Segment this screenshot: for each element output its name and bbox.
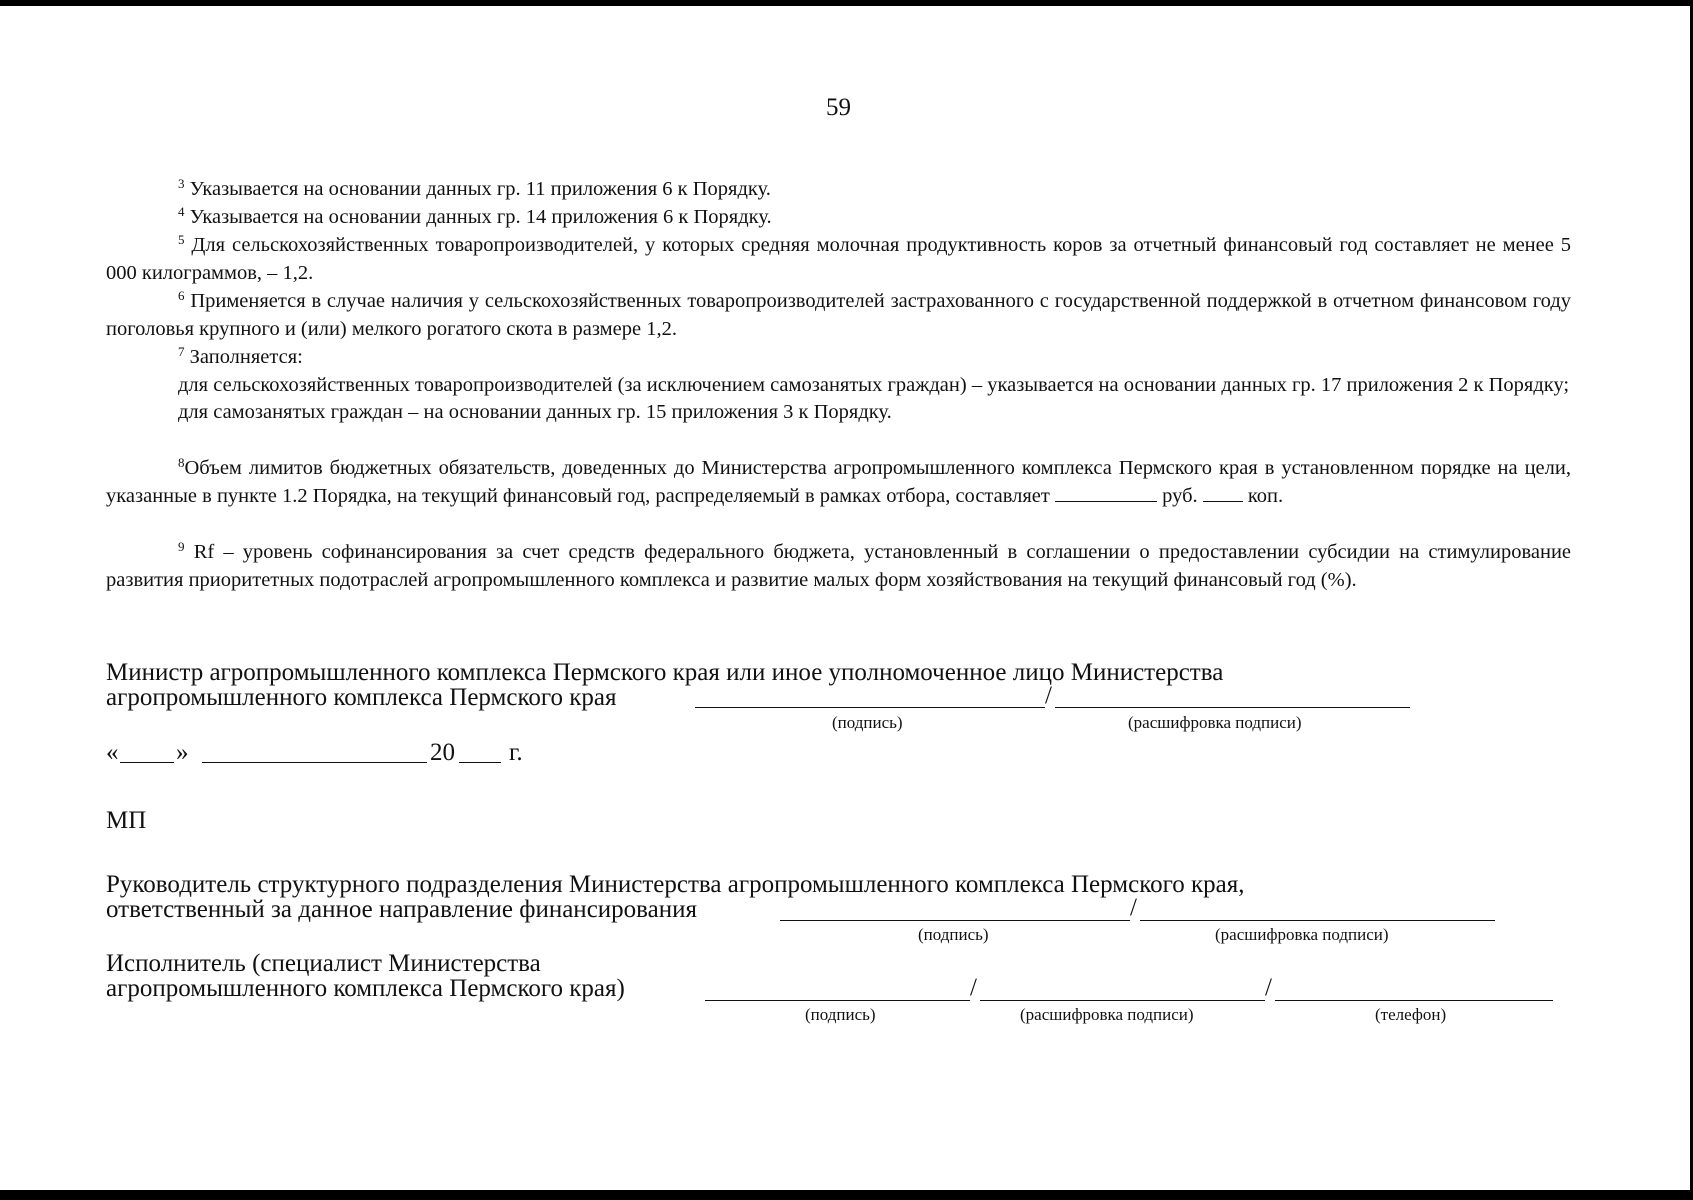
footnote-mark: 8 [178,455,185,470]
executor-signature-caption: (подпись) [805,1005,876,1024]
amount-kop-blank [1203,483,1243,502]
minister-decoding-line[interactable] [1055,707,1410,708]
head-signature-caption: (подпись) [918,925,989,944]
rub-label: руб. [1162,484,1198,507]
footnote-text: Применяется в случае наличия у сельскохозяйственных товаропроизводителей застрахованного с государственной поддержкой в отчетном финансовом году поголовья крупного и (или) мелкого рогатого скота в размере 1,2. [106,290,1571,340]
executor-decoding-line[interactable] [980,1000,1265,1001]
footnote-mark: 4 [178,204,185,219]
date-day-line[interactable] [120,762,174,763]
executor-line-1: Исполнитель (специалист Министерства [106,950,541,977]
stamp-label: МП [106,807,147,834]
head-decoding-caption: (расшифровка подписи) [1215,925,1389,944]
footnote-mark: 5 [178,232,185,247]
footnote-mark: 3 [178,176,185,191]
head-line-2: ответственный за данное направление финансирования [106,896,697,923]
amount-rub-blank [1055,483,1157,502]
separator-slash: / [1130,894,1137,921]
executor-line-2: агропромышленного комплекса Пермского края) [106,975,625,1002]
footnote-7-line-1: для сельскохозяйственных товаропроизводителей (за исключением самозанятых граждан) – указывается на основании данных гр. 17 приложения 2 к Порядку; [178,373,1570,396]
footnote-5 [106,232,1571,287]
footnote-mark: 7 [178,344,185,359]
date-month-line[interactable] [202,762,427,763]
minister-signature-line[interactable] [695,707,1045,708]
date-year-prefix: 20 [430,739,455,766]
date-open-quote: « [106,739,119,766]
footnote-mark: 6 [178,288,185,303]
footnote-text: Объем лимитов бюджетных обязательств, доведенных до Министерства агропромышленного комплекса Пермского края в установленном порядке на цели, указанные в пункте 1.2 Порядка, на текущий финансовый год, распределяемый в рамках отбора, составляет [106,457,1571,507]
head-signature-line[interactable] [780,920,1130,921]
footnote-mark: 9 [178,539,185,554]
footnote-6 [106,288,1571,343]
footnote-text: Указывается на основании данных гр. 11 приложения 6 к Порядку. [189,178,771,200]
date-year-line[interactable] [459,762,501,763]
kop-label: коп. [1247,484,1284,507]
minister-line-2: агропромышленного комплекса Пермского края [106,684,617,711]
date-year-suffix: г. [509,739,523,766]
footnote-9 [106,539,1571,594]
footnote-8 [106,455,1571,510]
footnote-text: Rf – уровень софинансирования за счет средств федерального бюджета, установленный в соглашении о предоставлении субсидии на стимулирование развития приоритетных подотраслей агропромышленного комплекса и развитие малых форм хозяйствования на текущий финансовый год (%). [106,541,1572,591]
separator-slash: / [1265,974,1272,1001]
executor-phone-line[interactable] [1275,1000,1553,1001]
footnote-7-line-2: для самозанятых граждан – на основании данных гр. 15 приложения 3 к Порядку. [178,401,892,423]
minister-line-1: Министр агропромышленного комплекса Пермского края или иное уполномоченное лицо Министерства [106,659,1224,686]
head-decoding-line[interactable] [1140,920,1495,921]
separator-slash: / [1045,682,1052,709]
date-close-quote: » [176,739,189,766]
page-number: 59 [826,94,851,121]
separator-slash: / [970,974,977,1001]
minister-decoding-caption: (расшифровка подписи) [1128,713,1302,732]
head-line-1: Руководитель структурного подразделения Министерства агропромышленного комплекса Пермского края, [106,871,1245,898]
footnote-text: Указывается на основании данных гр. 14 приложения 6 к Порядку. [189,206,772,228]
minister-signature-caption: (подпись) [832,713,903,732]
footnote-4 [106,204,1571,232]
executor-signature-line[interactable] [705,1000,970,1001]
executor-decoding-caption: (расшифровка подписи) [1020,1005,1194,1024]
document-page [0,6,1690,1190]
footnote-text: Заполняется: [189,346,303,368]
footnote-text: Для сельскохозяйственных товаропроизводителей, у которых средняя молочная продуктивность коров за отчетный финансовый год составляет не менее 5 000 килограммов, – 1,2. [106,234,1572,284]
footnote-3 [106,176,1571,204]
executor-phone-caption: (телефон) [1375,1005,1447,1024]
footnote-7 [106,344,1571,427]
